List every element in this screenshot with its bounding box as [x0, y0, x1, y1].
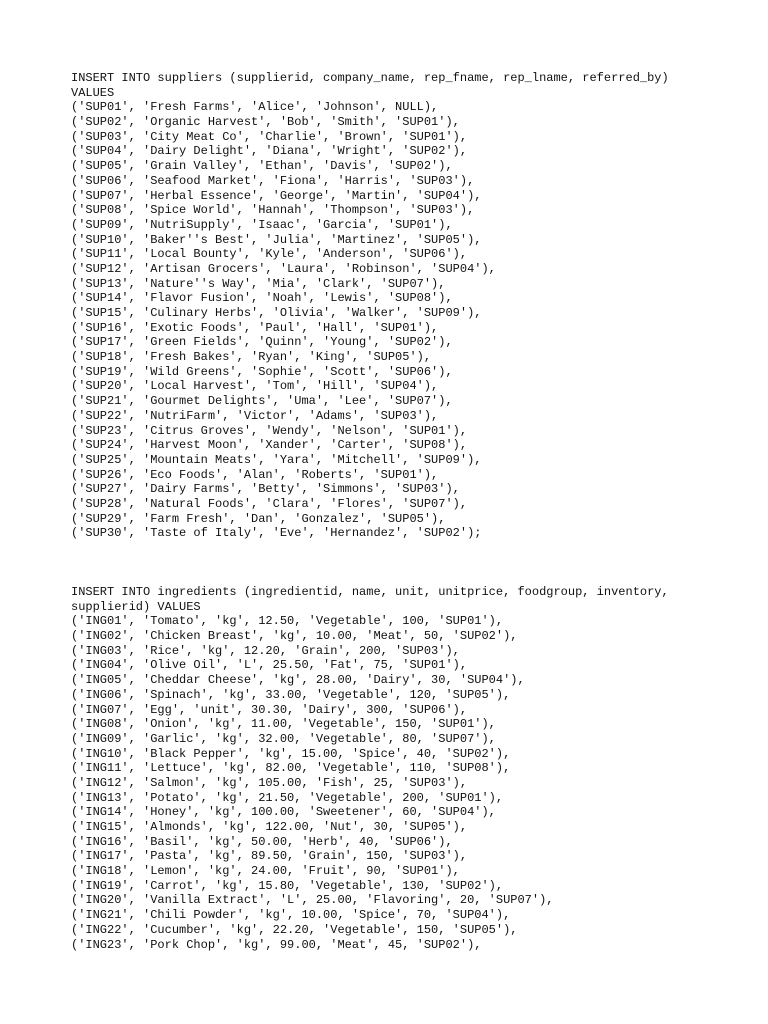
sql-line: ('ING23', 'Pork Chop', 'kg', 99.00, 'Meat', 45, 'SUP02'), — [71, 937, 482, 952]
sql-line: ('ING14', 'Honey', 'kg', 100.00, 'Sweetener', 60, 'SUP04'), — [71, 805, 496, 820]
sql-line: ('SUP28', 'Natural Foods', 'Clara', 'Flores', 'SUP07'), — [71, 496, 468, 511]
sql-line: ('SUP21', 'Gourmet Delights', 'Uma', 'Lee', 'SUP07'), — [71, 394, 453, 409]
sql-line: ('SUP25', 'Mountain Meats', 'Yara', 'Mitchell', 'SUP09'), — [71, 452, 482, 467]
sql-line: ('ING17', 'Pasta', 'kg', 89.50, 'Grain', 150, 'SUP03'), — [71, 849, 468, 864]
sql-line: ('ING02', 'Chicken Breast', 'kg', 10.00, 'Meat', 50, 'SUP02'), — [71, 629, 518, 644]
sql-line: ('ING07', 'Egg', 'unit', 30.30, 'Dairy', 300, 'SUP06'), — [71, 702, 468, 717]
sql-line: ('SUP19', 'Wild Greens', 'Sophie', 'Scott', 'SUP06'), — [71, 364, 453, 379]
block-spacer — [71, 541, 731, 585]
sql-line: VALUES — [71, 85, 115, 100]
sql-line: ('SUP18', 'Fresh Bakes', 'Ryan', 'King', 'SUP05'), — [71, 350, 432, 365]
sql-line: ('ING20', 'Vanilla Extract', 'L', 25.00, 'Flavoring', 20, 'SUP07'), — [71, 893, 554, 908]
sql-line: ('SUP23', 'Citrus Groves', 'Wendy', 'Nelson', 'SUP01'), — [71, 423, 468, 438]
sql-line: ('ING09', 'Garlic', 'kg', 32.00, 'Vegetable', 80, 'SUP07'), — [71, 731, 496, 746]
sql-line: ('ING05', 'Cheddar Cheese', 'kg', 28.00, 'Dairy', 30, 'SUP04'), — [71, 673, 525, 688]
sql-line: ('SUP13', 'Nature''s Way', 'Mia', 'Clark', 'SUP07'), — [71, 276, 446, 291]
sql-line: ('SUP03', 'City Meat Co', 'Charlie', 'Brown', 'SUP01'), — [71, 129, 468, 144]
sql-line: ('SUP17', 'Green Fields', 'Quinn', 'Young', 'SUP02'), — [71, 335, 453, 350]
sql-line: ('SUP27', 'Dairy Farms', 'Betty', 'Simmons', 'SUP03'), — [71, 482, 460, 497]
sql-line: ('ING03', 'Rice', 'kg', 12.20, 'Grain', 200, 'SUP03'), — [71, 643, 460, 658]
sql-line: supplierid) VALUES — [71, 599, 201, 614]
sql-line: ('ING19', 'Carrot', 'kg', 15.80, 'Vegetable', 130, 'SUP02'), — [71, 878, 504, 893]
sql-line: ('SUP22', 'NutriFarm', 'Victor', 'Adams', 'SUP03'), — [71, 408, 439, 423]
sql-line: ('ING06', 'Spinach', 'kg', 33.00, 'Vegetable', 120, 'SUP05'), — [71, 687, 511, 702]
sql-line: ('SUP15', 'Culinary Herbs', 'Olivia', 'Walker', 'SUP09'), — [71, 306, 482, 320]
sql-line: ('ING12', 'Salmon', 'kg', 105.00, 'Fish', 25, 'SUP03'), — [71, 775, 468, 790]
suppliers-insert-statement — [71, 71, 731, 541]
sql-line: ('SUP06', 'Seafood Market', 'Fiona', 'Harris', 'SUP03'), — [71, 173, 475, 188]
sql-line: ('SUP05', 'Grain Valley', 'Ethan', 'Davis', 'SUP02'), — [71, 159, 453, 174]
sql-line: ('ING10', 'Black Pepper', 'kg', 15.00, 'Spice', 40, 'SUP02'), — [71, 746, 511, 761]
sql-line: ('SUP12', 'Artisan Grocers', 'Laura', 'Robinson', 'SUP04'), — [71, 261, 496, 276]
sql-line: ('SUP07', 'Herbal Essence', 'George', 'Martin', 'SUP04'), — [71, 188, 482, 203]
sql-line: INSERT INTO suppliers (supplierid, company_name, rep_fname, rep_lname, referred_by) — [71, 71, 669, 85]
sql-line: ('SUP16', 'Exotic Foods', 'Paul', 'Hall', 'SUP01'), — [71, 320, 439, 335]
sql-line: ('SUP08', 'Spice World', 'Hannah', 'Thompson', 'SUP03'), — [71, 203, 475, 218]
sql-line: ('ING13', 'Potato', 'kg', 21.50, 'Vegetable', 200, 'SUP01'), — [71, 790, 504, 805]
sql-line: ('SUP04', 'Dairy Delight', 'Diana', 'Wright', 'SUP02'), — [71, 144, 468, 159]
ingredients-insert-statement — [71, 585, 731, 952]
sql-line: ('ING21', 'Chili Powder', 'kg', 10.00, 'Spice', 70, 'SUP04'), — [71, 908, 511, 923]
sql-line: ('ING04', 'Olive Oil', 'L', 25.50, 'Fat', 75, 'SUP01'), — [71, 658, 468, 673]
sql-line: ('ING08', 'Onion', 'kg', 11.00, 'Vegetable', 150, 'SUP01'), — [71, 717, 496, 732]
sql-line: ('SUP24', 'Harvest Moon', 'Xander', 'Carter', 'SUP08'), — [71, 438, 468, 453]
sql-line: ('ING01', 'Tomato', 'kg', 12.50, 'Vegetable', 100, 'SUP01'), — [71, 614, 504, 629]
sql-line: ('ING18', 'Lemon', 'kg', 24.00, 'Fruit', 90, 'SUP01'), — [71, 864, 460, 879]
sql-line: ('SUP29', 'Farm Fresh', 'Dan', 'Gonzalez', 'SUP05'), — [71, 511, 446, 526]
sql-line: INSERT INTO ingredients (ingredientid, name, unit, unitprice, foodgroup, inventory, — [71, 585, 669, 599]
document-page — [71, 71, 731, 952]
sql-line: ('SUP09', 'NutriSupply', 'Isaac', 'Garcia', 'SUP01'), — [71, 217, 453, 232]
sql-line: ('ING15', 'Almonds', 'kg', 122.00, 'Nut', 30, 'SUP05'), — [71, 820, 468, 834]
sql-line: ('SUP10', 'Baker''s Best', 'Julia', 'Martinez', 'SUP05'), — [71, 232, 482, 247]
sql-line: ('SUP20', 'Local Harvest', 'Tom', 'Hill', 'SUP04'), — [71, 379, 439, 394]
sql-line: ('SUP02', 'Organic Harvest', 'Bob', 'Smith', 'SUP01'), — [71, 115, 460, 130]
sql-line: ('SUP30', 'Taste of Italy', 'Eve', 'Hernandez', 'SUP02'); — [71, 526, 482, 541]
sql-line: ('ING16', 'Basil', 'kg', 50.00, 'Herb', 40, 'SUP06'), — [71, 834, 453, 849]
sql-line: ('ING11', 'Lettuce', 'kg', 82.00, 'Vegetable', 110, 'SUP08'), — [71, 761, 511, 776]
sql-line: ('SUP14', 'Flavor Fusion', 'Noah', 'Lewis', 'SUP08'), — [71, 291, 453, 306]
sql-line: ('SUP11', 'Local Bounty', 'Kyle', 'Anderson', 'SUP06'), — [71, 247, 468, 262]
sql-line: ('ING22', 'Cucumber', 'kg', 22.20, 'Vegetable', 150, 'SUP05'), — [71, 922, 518, 937]
sql-line: ('SUP01', 'Fresh Farms', 'Alice', 'Johnson', NULL), — [71, 100, 439, 115]
sql-line: ('SUP26', 'Eco Foods', 'Alan', 'Roberts', 'SUP01'), — [71, 467, 439, 482]
